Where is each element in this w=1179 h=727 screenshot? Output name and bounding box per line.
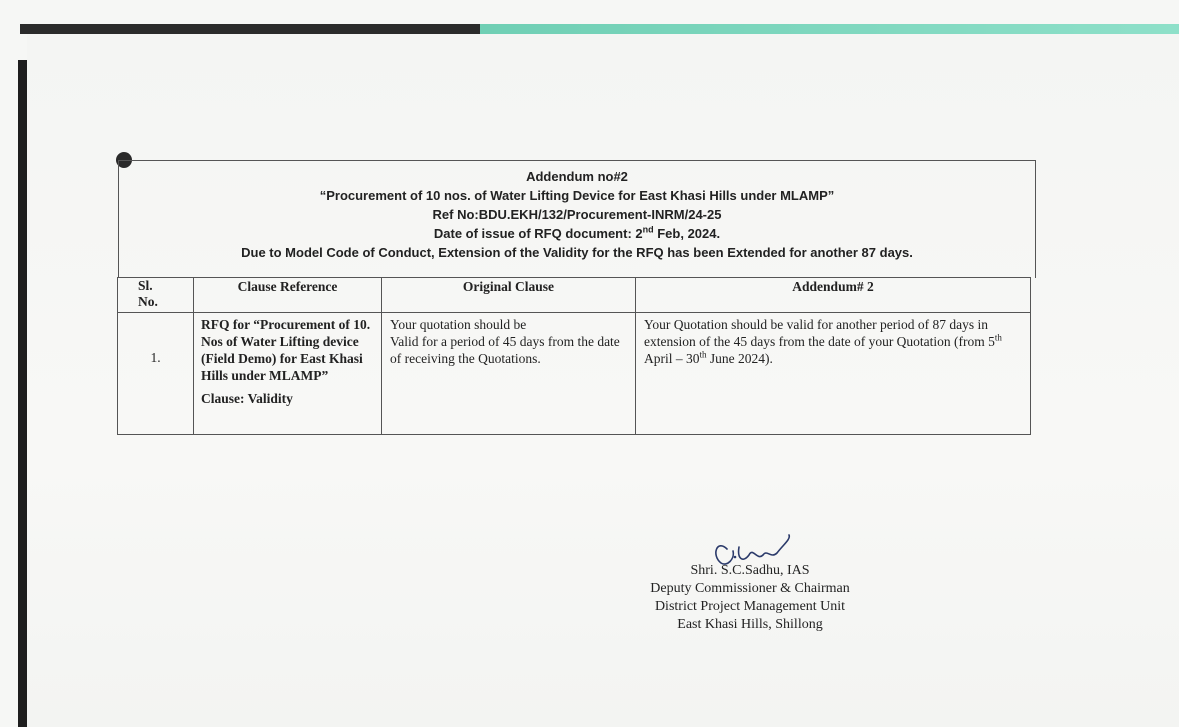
reference-number: Ref No:BDU.EKH/132/Procurement-INRM/24-25 [432,207,722,222]
addendum-header [118,160,1036,278]
table-row [118,313,1031,435]
scan-edge-teal [480,24,1179,34]
header-original-clause: Original Clause [382,278,636,313]
procurement-subject: “Procurement of 10 nos. of Water Lifting Device for East Khasi Hills under MLAMP” [319,188,835,203]
clause-reference-text: RFQ for “Procurement of 10. Nos of Water Lifting device (Field Demo) for East Khasi Hills under MLAMP” [201,317,371,383]
table-header-row [118,278,1031,313]
row-addendum: Your Quotation should be valid for another period of 87 days in extension of the 45 days from the date of your Quotation (from 5th April – 30th June 2024). [636,313,1031,435]
row-original-clause [382,313,636,435]
scan-left-edge [18,60,27,727]
signatory-location: East Khasi Hills, Shillong [677,617,823,632]
addendum-title: Addendum no#2 [526,169,628,184]
header-sl-no: Sl. No. [118,278,194,313]
original-clause-line1: Your quotation should be [390,317,527,332]
signature-block [600,562,900,634]
clause-validity-label: Clause: Validity [201,391,293,406]
clause-table [117,277,1031,435]
header-clause-reference: Clause Reference [194,278,382,313]
row-clause-reference [194,313,382,435]
extension-notice: Due to Model Code of Conduct, Extension of the Validity for the RFQ has been Extended for another 87 days. [241,245,913,260]
signatory-unit: District Project Management Unit [654,599,846,614]
header-addendum: Addendum# 2 [636,278,1031,313]
issue-date: Date of issue of RFQ document: 2nd Feb, 2024. [433,224,721,241]
original-clause-line2: Valid for a period of 45 days from the date of receiving the Quotations. [390,334,620,366]
scan-edge-dark [20,24,480,34]
signatory-designation: Deputy Commissioner & Chairman [650,581,850,596]
row-sl-no: 1. [118,313,194,435]
signatory-name: Shri. S.C.Sadhu, IAS [690,563,810,578]
